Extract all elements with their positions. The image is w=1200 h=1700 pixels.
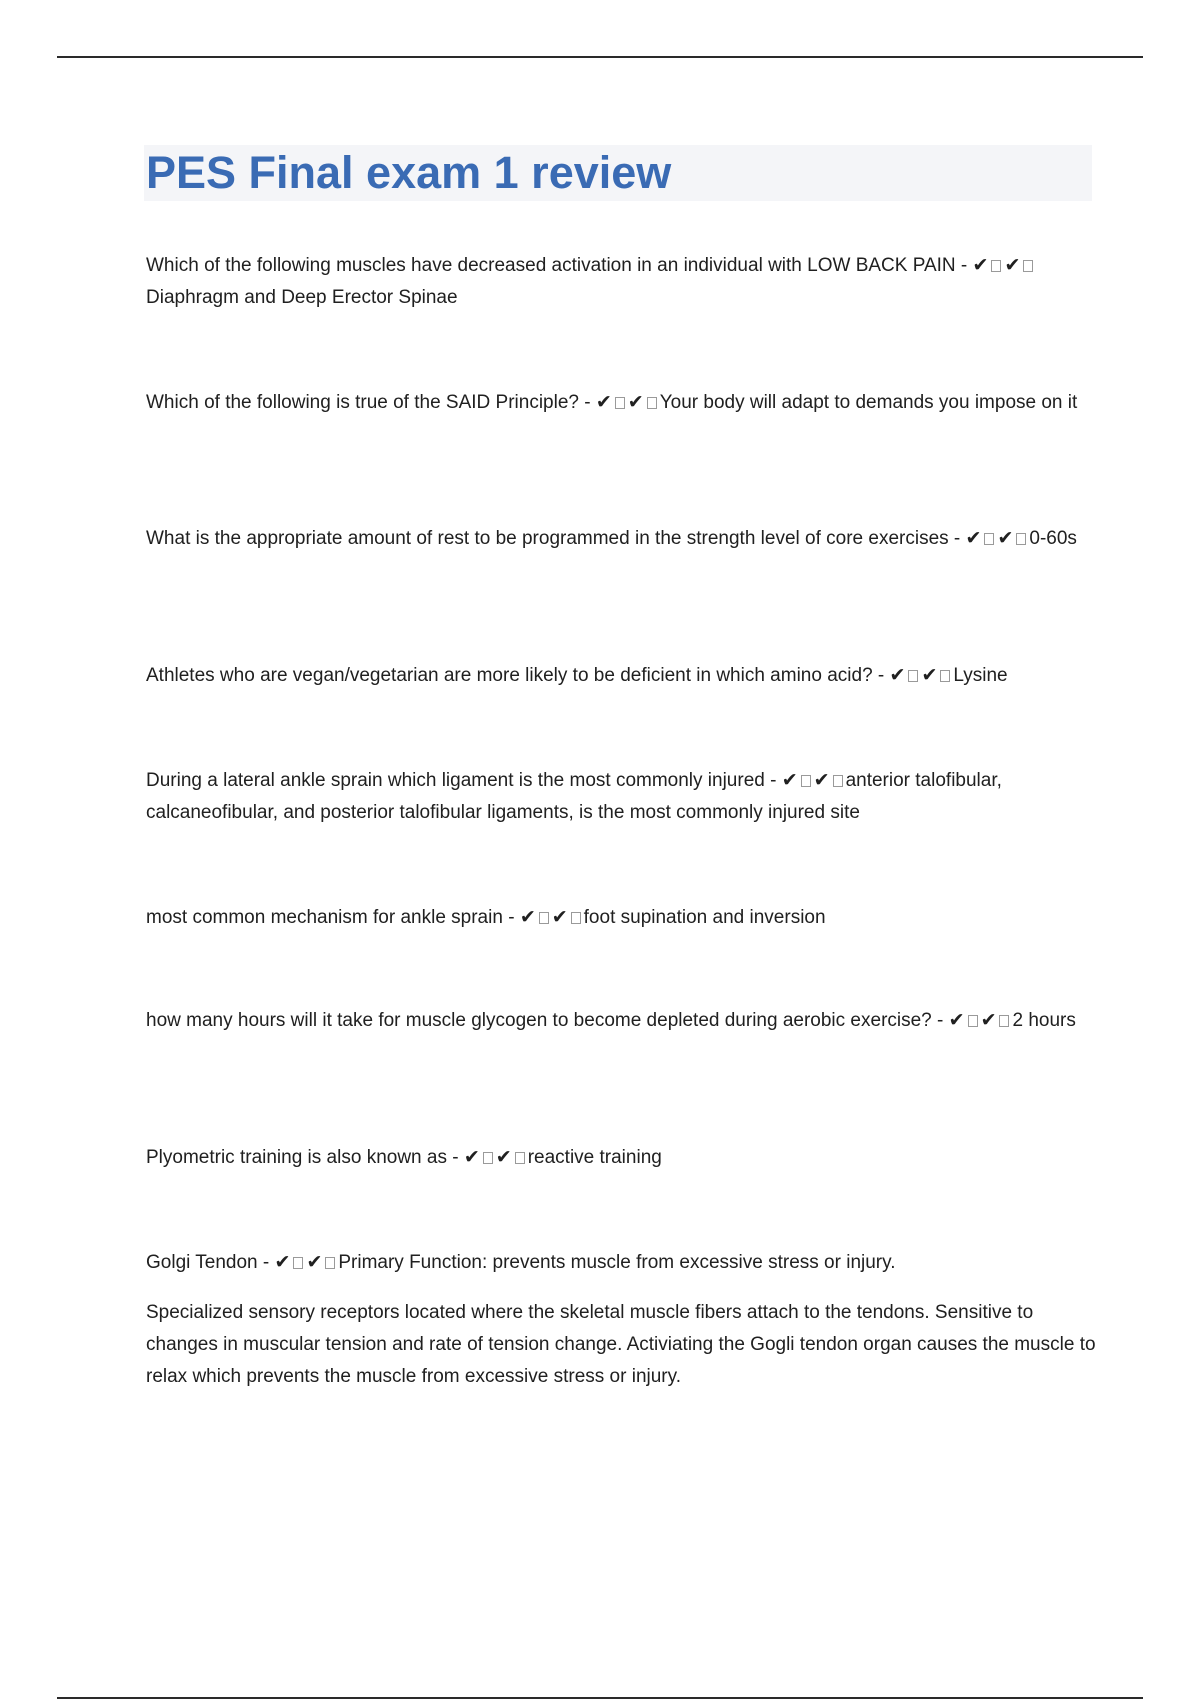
qa-item	[146, 901, 1096, 934]
check-icon: ✔	[921, 664, 938, 686]
qa-item	[146, 659, 1096, 692]
missing-glyph-box-icon	[293, 1257, 303, 1269]
answer-text: reactive training	[527, 1147, 662, 1168]
missing-glyph-box-icon	[483, 1152, 493, 1164]
missing-glyph-box-icon	[968, 1015, 978, 1027]
qa-item	[146, 1141, 1096, 1174]
answer-text: 0-60s	[1029, 528, 1077, 549]
question-text: During a lateral ankle sprain which ligament is the most commonly injured	[146, 770, 765, 791]
separator: -	[578, 392, 596, 413]
qa-item	[146, 249, 1096, 314]
check-icon: ✔	[1004, 254, 1021, 276]
check-icon: ✔	[463, 1146, 480, 1168]
missing-glyph-box-icon	[515, 1152, 525, 1164]
qa-item	[146, 764, 1096, 829]
check-icon: ✔	[948, 1009, 965, 1031]
question-text: Which of the following muscles have decreased activation in an individual with LOW BACK PAIN	[146, 255, 956, 276]
check-icon: ✔	[972, 254, 989, 276]
check-icon: ✔	[519, 906, 536, 928]
separator: -	[931, 1010, 949, 1031]
question-text: most common mechanism for ankle sprain	[146, 907, 503, 928]
missing-glyph-box-icon	[647, 397, 657, 409]
footer-rule	[57, 1697, 1143, 1699]
missing-glyph-box-icon	[940, 670, 950, 682]
separator: -	[446, 1147, 464, 1168]
check-icon: ✔	[306, 1251, 323, 1273]
answer-text: 2 hours	[1012, 1010, 1076, 1031]
missing-glyph-box-icon	[539, 912, 549, 924]
question-text: What is the appropriate amount of rest to be programmed in the strength level of core exercises	[146, 528, 949, 549]
missing-glyph-box-icon	[1023, 260, 1033, 272]
missing-glyph-box-icon	[984, 533, 994, 545]
missing-glyph-box-icon	[908, 670, 918, 682]
header-rule	[57, 56, 1143, 58]
qa-item	[146, 522, 1096, 555]
check-icon: ✔	[495, 1146, 512, 1168]
answer-text: anterior talofibular, calcaneofibular, and posterior talofibular ligaments, is the most commonly injured site	[146, 770, 1002, 823]
golgi-description-paragraph: Specialized sensory receptors located where the skeletal muscle fibers attach to the tendons. Sensitive to changes in muscular tension and rate of tension change. Activiating the Gogli tendon organ causes the muscle to relax which prevents the muscle from excessive stress or injury.	[146, 1302, 1096, 1387]
answer-text: Primary Function: prevents muscle from excessive stress or injury.	[338, 1252, 896, 1273]
separator: -	[257, 1252, 275, 1273]
check-icon: ✔	[595, 391, 612, 413]
qa-item	[146, 386, 1096, 419]
missing-glyph-box-icon	[615, 397, 625, 409]
separator: -	[955, 255, 973, 276]
separator: -	[502, 907, 520, 928]
check-icon: ✔	[274, 1251, 291, 1273]
answer-text: Your body will adapt to demands you impose on it	[659, 392, 1078, 413]
answer-text: Diaphragm and Deep Erector Spinae	[146, 287, 458, 308]
answer-text: foot supination and inversion	[583, 907, 826, 928]
separator: -	[872, 665, 890, 686]
separator: -	[764, 770, 782, 791]
missing-glyph-box-icon	[991, 260, 1001, 272]
question-text: Athletes who are vegan/vegetarian are more likely to be deficient in which amino acid?	[146, 665, 873, 686]
missing-glyph-box-icon	[1016, 533, 1026, 545]
check-icon: ✔	[965, 527, 982, 549]
check-icon: ✔	[889, 664, 906, 686]
check-icon: ✔	[813, 769, 830, 791]
qa-item	[146, 1246, 1096, 1279]
question-text: how many hours will it take for muscle glycogen to become depleted during aerobic exercise?	[146, 1010, 932, 1031]
check-icon: ✔	[997, 527, 1014, 549]
separator: -	[948, 528, 966, 549]
missing-glyph-box-icon	[325, 1257, 335, 1269]
missing-glyph-box-icon	[833, 775, 843, 787]
document-title: PES Final exam 1 review	[146, 147, 672, 198]
question-text: Plyometric training is also known as	[146, 1147, 447, 1168]
missing-glyph-box-icon	[801, 775, 811, 787]
check-icon: ✔	[551, 906, 568, 928]
question-text: Golgi Tendon	[146, 1252, 258, 1273]
check-icon: ✔	[781, 769, 798, 791]
answer-text: Lysine	[953, 665, 1008, 686]
check-icon: ✔	[627, 391, 644, 413]
missing-glyph-box-icon	[571, 912, 581, 924]
qa-item	[146, 1004, 1096, 1037]
missing-glyph-box-icon	[999, 1015, 1009, 1027]
question-text: Which of the following is true of the SAID Principle?	[146, 392, 579, 413]
check-icon: ✔	[980, 1009, 997, 1031]
